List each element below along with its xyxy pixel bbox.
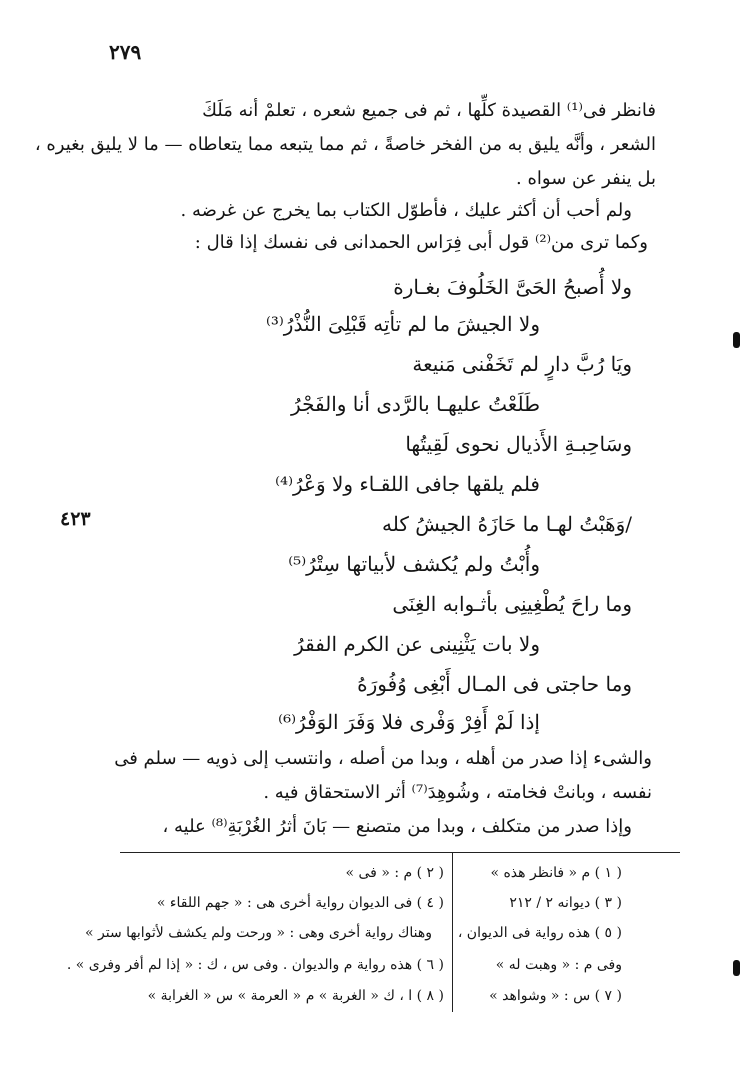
prose-line: نفسه ، وبانتْ فخامته ، وشُوهِدَ⁽⁷⁾ أثر الاستحقاق فيه . (263, 782, 652, 803)
prose-line: الشعر ، وأنَّه يليق به من الفخر خاصةً ، ثم مما يتبعه مما يتعاطاه — ما لا يليق بغيره ، (34, 134, 656, 155)
footnote-column-divider (452, 852, 453, 1012)
prose-line: والشىء إذا صدر من أهله ، وبدا من أصله ، وانتسب إلى ذويه — سلم فى (114, 748, 652, 769)
prose-line: ولم أحب أن أكثر عليك ، فأطوّل الكتاب بما يخرج عن غرضه . (180, 200, 632, 221)
footnote: ( ٧ ) س : « وشواهد » (489, 988, 622, 1004)
page-number: ٢٧٩ (109, 40, 142, 64)
footnote: ( ٤ ) فى الديوان رواية أخرى هى : « جهم اللقاء » (156, 895, 444, 911)
verse-hemistich: فلم يلقها جافى اللقـاء ولا وَعْرُ⁽⁴⁾ (275, 472, 540, 496)
footnote: ( ٣ ) ديوانه ٢ / ٢١٢ (509, 895, 622, 911)
prose-line: بل ينفر عن سواه . (516, 168, 656, 189)
footnote: ( ٦ ) هذه رواية م والديوان . وفى س ، ك : « إذا لم أفر وفرى » . (66, 957, 444, 973)
footnote-divider (120, 852, 680, 853)
prose-line: وإذا صدر من متكلف ، وبدا من متصنع — بَانَ أثرُ الغُرْبَةِ⁽⁸⁾ عليه ، (162, 816, 632, 837)
verse-hemistich: ويَا رُبَّ دارٍ لم تَخَفْنى مَنيعة (412, 352, 632, 376)
verse-hemistich: طَلَعْتُ عليهـا بالرَّدى أنا والفَجْرُ (291, 392, 540, 416)
verse-hemistich: وما راحَ يُطْغِينِى بأثـوابه الغِنَى (392, 592, 632, 616)
verse-hemistich: ولا أُصبحُ الحَىَّ الخَلُوفَ بغـارة (393, 275, 632, 299)
verse-hemistich: /وَهَبْتُ لهـا ما حَازَهُ الجيشُ كله (381, 512, 632, 536)
verse-hemistich: إذا لَمْ أَفِرْ وَفْرى فلا وَفَرَ الوَفْرُ⁽⁶⁾ (278, 710, 540, 734)
footnote: ( ٢ ) م : « فى » (345, 865, 444, 881)
verse-hemistich: ولا الجيشَ ما لم تأتِه قَبْلِىَ النُّذْرُ⁽³⁾ (265, 312, 540, 336)
verse-hemistich: وسَاحِبـةِ الأَذيال نحوى لَقِيتُها (405, 432, 632, 456)
footnote: ( ٨ ) ا ، ك « الغربة » م « العرمة » س « الغرابة » (147, 988, 444, 1004)
verse-hemistich: ولا بات يَثْنِينى عن الكرم الفقرُ (294, 632, 540, 656)
binding-hole-mark (733, 332, 740, 348)
footnote: وهناك رواية أخرى وهى : « ورحت ولم يكشف لأثوابها ستر » (85, 925, 432, 941)
verse-hemistich: وأُبْتُ ولم يُكشف لأبياتها سِتْرُ⁽⁵⁾ (288, 552, 540, 576)
footnote: وفى م : « وهبت له » (495, 957, 622, 973)
footnote: ( ٥ ) هذه رواية فى الديوان ، (457, 925, 622, 941)
binding-hole-mark (733, 960, 740, 976)
margin-page-number: ٤٢٣ (60, 508, 91, 530)
footnote: ( ١ ) م « فانظر هذه » (490, 865, 622, 881)
prose-line: وكما ترى من⁽²⁾ قول أبى فِرَاس الحمدانى فى نفسك إذا قال : (194, 232, 648, 253)
prose-line: فانظر فى⁽¹⁾ القصيدة كلِّها ، ثم فى جميع شعره ، تعلمْ أنه مَلَكَ (202, 100, 656, 121)
verse-hemistich: وما حاجتى فى المـال أَبْغِى وُفُورَهُ (357, 672, 632, 696)
